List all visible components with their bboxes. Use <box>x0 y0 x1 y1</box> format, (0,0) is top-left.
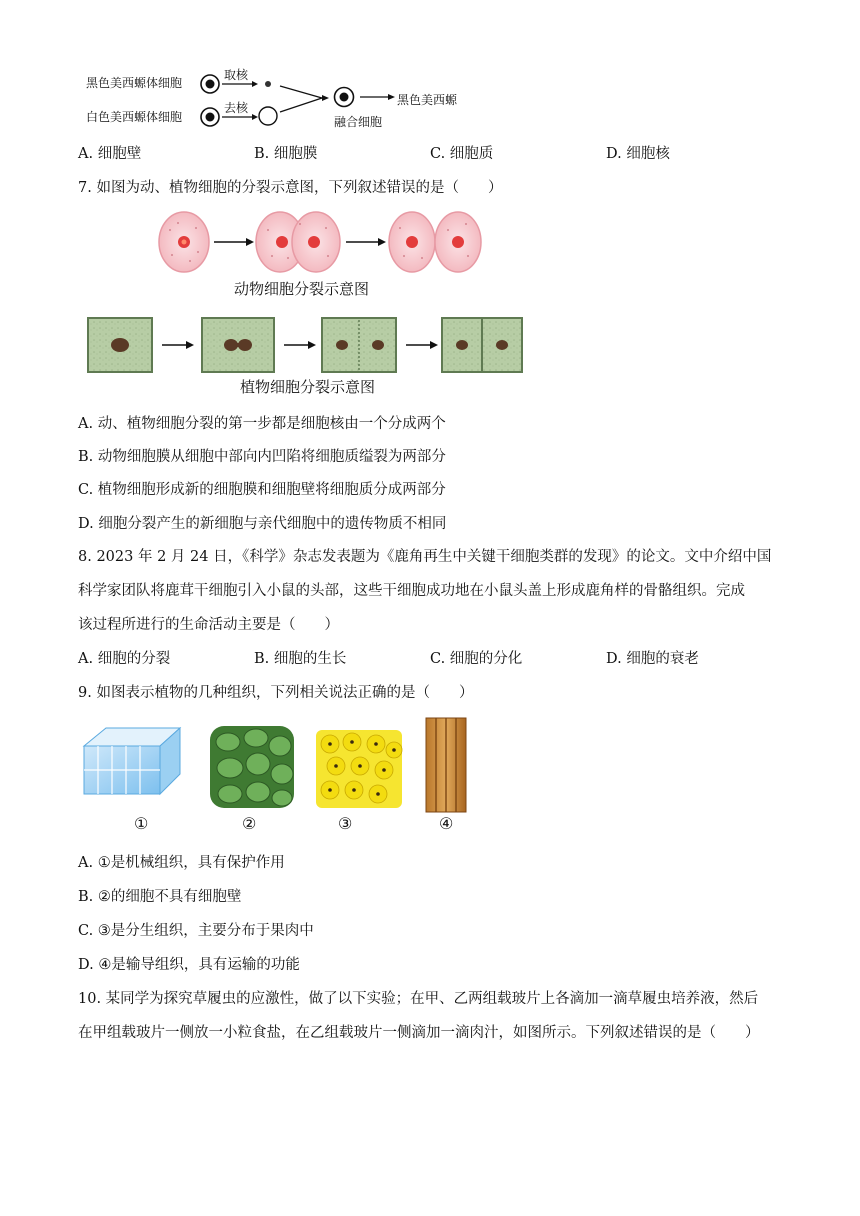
tissue-label-3: ③ <box>338 814 353 833</box>
q7-option-a: A. 动、植物细胞分裂的第一步都是细胞核由一个分成两个 <box>78 416 446 432</box>
q8-option-a: A. 细胞的分裂 <box>78 651 171 667</box>
q8-line-2: 科学家团队将鹿茸干细胞引入小鼠的头部，这些干细胞成功地在小鼠头盖上形成鹿角样的骨骼组织。完成 <box>78 583 745 599</box>
plant-cell-division-figure <box>86 314 526 376</box>
animal-cell-division-figure <box>150 208 490 276</box>
black-cell-label: 黑色美西螈体细胞 <box>86 76 183 90</box>
q9-option-a: A. ①是机械组织，具有保护作用 <box>78 855 285 871</box>
q6-diagram <box>86 66 476 130</box>
plant-figure-caption: 植物细胞分裂示意图 <box>240 378 376 396</box>
q9-stem: 9. 如图表示植物的几种组织，下列相关说法正确的是（ ） <box>78 685 474 701</box>
q8-option-c: C. 细胞的分化 <box>430 651 523 667</box>
fused-cell-label: 融合细胞 <box>334 115 383 129</box>
take-nucleus-label: 取核 <box>224 68 249 82</box>
q10-line-2: 在甲组载玻片一侧放一小粒食盐，在乙组载玻片一侧滴加一滴肉汁，如图所示。下列叙述错误的是（ ） <box>78 1025 760 1041</box>
q6-option-d: D. 细胞核 <box>606 146 670 162</box>
white-cell-label: 白色美西螈体细胞 <box>86 110 183 124</box>
q7-option-c: C. 植物细胞形成新的细胞膜和细胞壁将细胞质分成两部分 <box>78 482 446 498</box>
tissue-label-4: ④ <box>439 814 454 833</box>
tissue-label-1: ① <box>134 814 149 833</box>
tissue-label-2: ② <box>242 814 257 833</box>
q6-diagram-graphics <box>86 66 476 130</box>
q6-option-a: A. 细胞壁 <box>78 146 142 162</box>
plant-tissues-figure <box>80 716 480 816</box>
q8-option-b: B. 细胞的生长 <box>254 651 347 667</box>
q9-option-d: D. ④是输导组织，具有运输的功能 <box>78 957 300 973</box>
q8-line-3: 该过程所进行的生命活动主要是（ ） <box>78 617 339 633</box>
q7-stem: 7. 如图为动、植物细胞的分裂示意图，下列叙述错误的是（ ） <box>78 180 503 196</box>
q9-option-c: C. ③是分生组织，主要分布于果肉中 <box>78 923 314 939</box>
q10-line-1: 10. 某同学为探究草履虫的应激性，做了以下实验；在甲、乙两组载玻片上各滴加一滴草履虫培养液，然后 <box>78 991 759 1007</box>
animal-figure-caption: 动物细胞分裂示意图 <box>234 280 370 298</box>
result-label: 黑色美西螈 <box>397 93 458 107</box>
q6-option-b: B. 细胞膜 <box>254 146 318 162</box>
q9-option-b: B. ②的细胞不具有细胞壁 <box>78 889 242 905</box>
q8-option-d: D. 细胞的衰老 <box>606 651 699 667</box>
q7-option-d: D. 细胞分裂产生的新细胞与亲代细胞中的遗传物质不相同 <box>78 516 447 532</box>
q6-option-c: C. 细胞质 <box>430 146 494 162</box>
q8-line-1: 8. 2023 年 2 月 24 日，《科学》杂志发表题为《鹿角再生中关键干细胞类群的发现》的论文。文中介绍中国 <box>78 549 772 565</box>
q7-option-b: B. 动物细胞膜从细胞中部向内凹陷将细胞质缢裂为两部分 <box>78 449 446 465</box>
remove-nucleus-label: 去核 <box>224 101 249 115</box>
